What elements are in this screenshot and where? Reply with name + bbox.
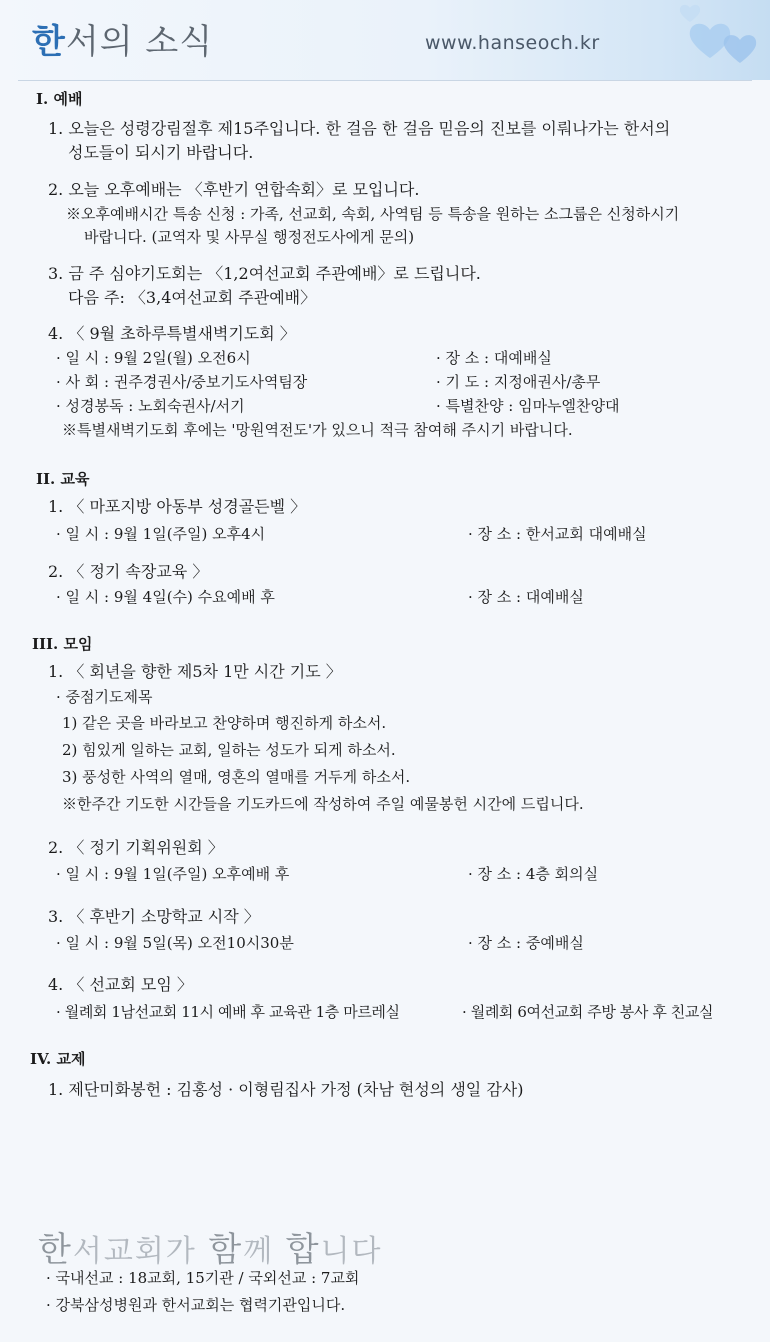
meeting-item-4-title: 4. 〈 선교회 모임 〉 [48, 975, 193, 994]
meeting-item-3-title: 3. 〈 후반기 소망학교 시작 〉 [48, 907, 260, 926]
education-item-2-date: · 일 시 : 9월 4일(수) 수요예배 후 [56, 588, 275, 606]
worship-item-2-note: ※오후예배시간 특송 신청 : 가족, 선교회, 속회, 사역팀 등 특송을 원하는 소그룹은 신청하시기 [66, 205, 680, 223]
dawn-prayer-choir: · 특별찬양 : 임마누엘찬양대 [436, 397, 620, 415]
worship-item-2-note-cont: 바랍니다. (교역자 및 사무실 행정전도사에게 문의) [84, 228, 415, 246]
dawn-prayer-reading: · 성경봉독 : 노회숙권사/서기 [56, 397, 245, 415]
meeting-item-1-note: ※한주간 기도한 시간들을 기도카드에 작성하여 주일 예물봉헌 시간에 드립니다. [62, 795, 584, 813]
footer-partner-note: · 강북삼성병원과 한서교회는 협력기관입니다. [46, 1296, 346, 1314]
dawn-prayer-date: · 일 시 : 9월 2일(월) 오전6시 [56, 349, 251, 367]
meeting-item-4-women: · 월례회 6여선교회 주방 봉사 후 친교실 [462, 1003, 714, 1021]
meeting-item-3-place: · 장 소 : 중예배실 [468, 934, 584, 952]
section-worship-heading: I. 예배 [36, 90, 83, 108]
worship-item-2-line1: 2. 오늘 오후예배는 〈후반기 연합속회〉로 모입니다. [48, 180, 420, 199]
dawn-prayer-host: · 사 회 : 권주경권사/중보기도사역팀장 [56, 373, 308, 391]
worship-item-3-line2: 다음 주: 〈3,4여선교회 주관예배〉 [68, 288, 317, 307]
prayer-point-3: 3) 풍성한 사역의 열매, 영혼의 열매를 거두게 하소서. [62, 768, 411, 786]
meeting-item-2-title: 2. 〈 정기 기획위원회 〉 [48, 838, 224, 857]
header-divider [18, 80, 752, 81]
education-item-2-title: 2. 〈 정기 속장교육 〉 [48, 562, 209, 581]
slogan-part: 께 [243, 1234, 286, 1269]
prayer-point-2: 2) 힘있게 일하는 교회, 일하는 성도가 되게 하소서. [62, 741, 396, 759]
footer-mission-stats: · 국내선교 : 18교회, 15기관 / 국외선교 : 7교회 [46, 1269, 360, 1287]
worship-item-1-line1: 1. 오늘은 성령강림절후 제15주입니다. 한 걸음 한 걸음 믿음의 진보를 이뤄나가는 한서의 [48, 119, 671, 138]
education-item-2-place: · 장 소 : 대예배실 [468, 588, 584, 606]
education-item-1-date: · 일 시 : 9월 1일(주일) 오후4시 [56, 525, 266, 543]
meeting-item-3-date: · 일 시 : 9월 5일(목) 오전10시30분 [56, 934, 294, 952]
meeting-item-1-subheading: · 중점기도제목 [56, 688, 153, 706]
meeting-item-2-place: · 장 소 : 4층 회의실 [468, 865, 599, 883]
slogan-part: 합 [285, 1230, 321, 1270]
dawn-prayer-prayer: · 기 도 : 지정애권사/총무 [436, 373, 601, 391]
meeting-item-2-date: · 일 시 : 9월 1일(주일) 오후예배 후 [56, 865, 290, 883]
page-title [32, 14, 213, 63]
fellowship-item-1: 1. 제단미화봉헌 : 김홍성 · 이형림집사 가정 (차남 현성의 생일 감사) [48, 1080, 524, 1099]
education-item-1-place: · 장 소 : 한서교회 대예배실 [468, 525, 647, 543]
footer-slogan [38, 1222, 383, 1271]
worship-item-4-title: 4. 〈 9월 초하루특별새벽기도회 〉 [48, 324, 296, 343]
slogan-part: 니다 [320, 1234, 383, 1269]
prayer-point-1: 1) 같은 곳을 바라보고 찬양하며 행진하게 하소서. [62, 714, 387, 732]
header-banner [0, 0, 770, 80]
hearts-decoration-icon [590, 0, 770, 80]
dawn-prayer-place: · 장 소 : 대예배실 [436, 349, 552, 367]
slogan-part: 함 [208, 1230, 244, 1270]
worship-item-1-line2: 성도들이 되시기 바랍니다. [68, 143, 254, 162]
title-accent: 한 [32, 22, 66, 62]
slogan-part: 한 [38, 1230, 73, 1270]
section-education-heading: II. 교육 [36, 470, 90, 488]
section-fellowship-heading: IV. 교제 [30, 1050, 86, 1068]
section-meeting-heading: III. 모임 [32, 635, 93, 653]
title-rest: 서의 소식 [65, 22, 214, 62]
education-item-1-title: 1. 〈 마포지방 아동부 성경골든벨 〉 [48, 497, 307, 516]
worship-item-3-line1: 3. 금 주 심야기도회는 〈1,2여선교회 주관예배〉로 드립니다. [48, 264, 481, 283]
slogan-part: 서교회가 [72, 1234, 209, 1269]
meeting-item-4-men: · 월례회 1남선교회 11시 예배 후 교육관 1층 마르레실 [56, 1003, 400, 1021]
dawn-prayer-note: ※특별새벽기도회 후에는 '망원역전도'가 있으니 적극 참여해 주시기 바랍니다. [62, 421, 573, 439]
website-url[interactable]: www.hanseoch.kr [425, 32, 600, 54]
meeting-item-1-title: 1. 〈 회년을 향한 제5차 1만 시간 기도 〉 [48, 662, 342, 681]
